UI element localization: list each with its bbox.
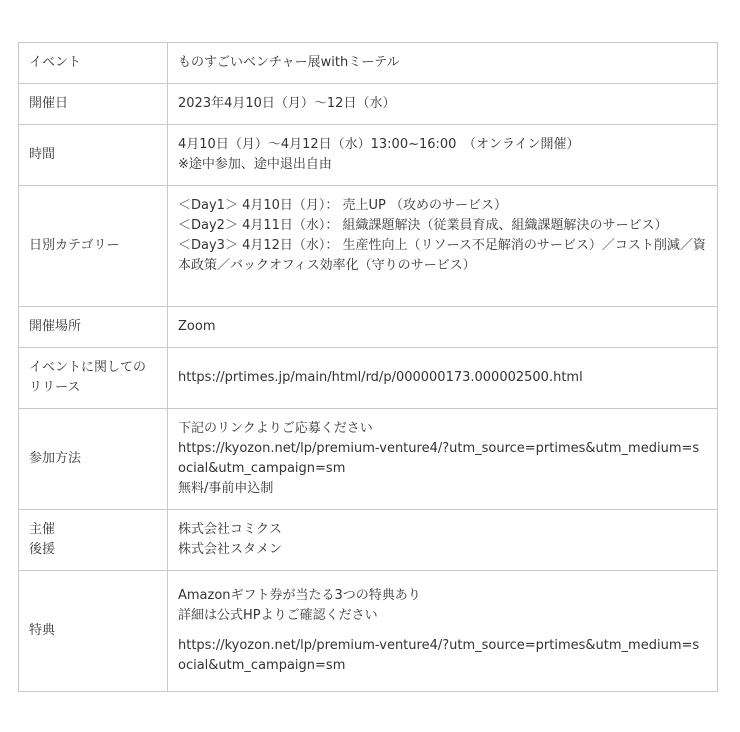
event-name: ものすごいベンチャー展withミーテル	[178, 55, 400, 70]
label-text: 日別カテゴリー	[29, 238, 120, 253]
event-info-table	[18, 42, 718, 692]
row-label	[19, 571, 168, 692]
row-value	[168, 43, 718, 84]
row-value	[168, 307, 718, 348]
event-time: 4月10日（月）〜4月12日（水）13:00~16:00 （オンライン開催）	[178, 137, 580, 152]
label-text: 後援	[29, 542, 56, 557]
row-value	[168, 125, 718, 186]
benefit-link[interactable]: https://kyozon.net/lp/premium-venture4/?utm_source=prtimes&utm_medium=social&utm_campaign=sm	[178, 638, 700, 673]
release-link[interactable]: https://prtimes.jp/main/html/rd/p/000000173.000002500.html	[178, 370, 583, 385]
table-row-participation	[19, 409, 718, 510]
organizer: 株式会社コミクス	[178, 522, 282, 537]
table-row-venue	[19, 307, 718, 348]
sponsor: 株式会社スタメン	[178, 542, 283, 557]
row-label	[19, 43, 168, 84]
row-value	[168, 186, 718, 307]
table-row-date	[19, 84, 718, 125]
venue: Zoom	[178, 319, 216, 334]
table-row-release	[19, 348, 718, 409]
apply-link[interactable]: https://kyozon.net/lp/premium-venture4/?utm_source=prtimes&utm_medium=social&utm_campaign=sm	[178, 441, 700, 476]
row-value	[168, 571, 718, 692]
row-value	[168, 84, 718, 125]
row-label	[19, 409, 168, 510]
table-row-organizer	[19, 510, 718, 571]
day1-category: ＜Day1＞ 4月10日（月）： 売上UP （攻めのサービス）	[178, 198, 508, 213]
event-time-note: ※途中参加、途中退出自由	[178, 157, 332, 172]
benefit-details-note: 詳細は公式HPよりご確認ください	[178, 608, 378, 623]
row-label	[19, 186, 168, 307]
label-text: 開催日	[29, 96, 69, 111]
event-date: 2023年4月10日（月）〜12日（水）	[178, 96, 396, 111]
apply-fee-note: 無料/事前申込制	[178, 481, 274, 496]
label-text: イベントに関してのリリース	[29, 360, 147, 395]
row-value	[168, 348, 718, 409]
row-label	[19, 125, 168, 186]
row-value	[168, 510, 718, 571]
label-text: 時間	[29, 147, 56, 162]
label-text: 開催場所	[29, 319, 82, 334]
row-label	[19, 307, 168, 348]
table-row-event	[19, 43, 718, 84]
row-label	[19, 84, 168, 125]
row-label	[19, 510, 168, 571]
label-text: 特典	[29, 623, 56, 638]
label-text: 参加方法	[29, 451, 82, 466]
label-text: イベント	[29, 55, 82, 70]
apply-instruction: 下記のリンクよりご応募ください	[178, 421, 373, 436]
day2-category: ＜Day2＞ 4月11日（水）： 組織課題解決（従業員育成、組織課題解決のサービス）	[178, 218, 668, 233]
label-text: 主催	[29, 522, 56, 537]
table-row-daily-category	[19, 186, 718, 307]
benefit-summary: Amazonギフト券が当たる3つの特典あり	[178, 588, 421, 603]
table-row-time	[19, 125, 718, 186]
day3-category: ＜Day3＞ 4月12日（水）： 生産性向上（リソース不足解消のサービス）／コスト削減／資本政策／バックオフィス効率化（守りのサービス）	[178, 238, 706, 273]
table-row-benefits	[19, 571, 718, 692]
row-label	[19, 348, 168, 409]
row-value	[168, 409, 718, 510]
